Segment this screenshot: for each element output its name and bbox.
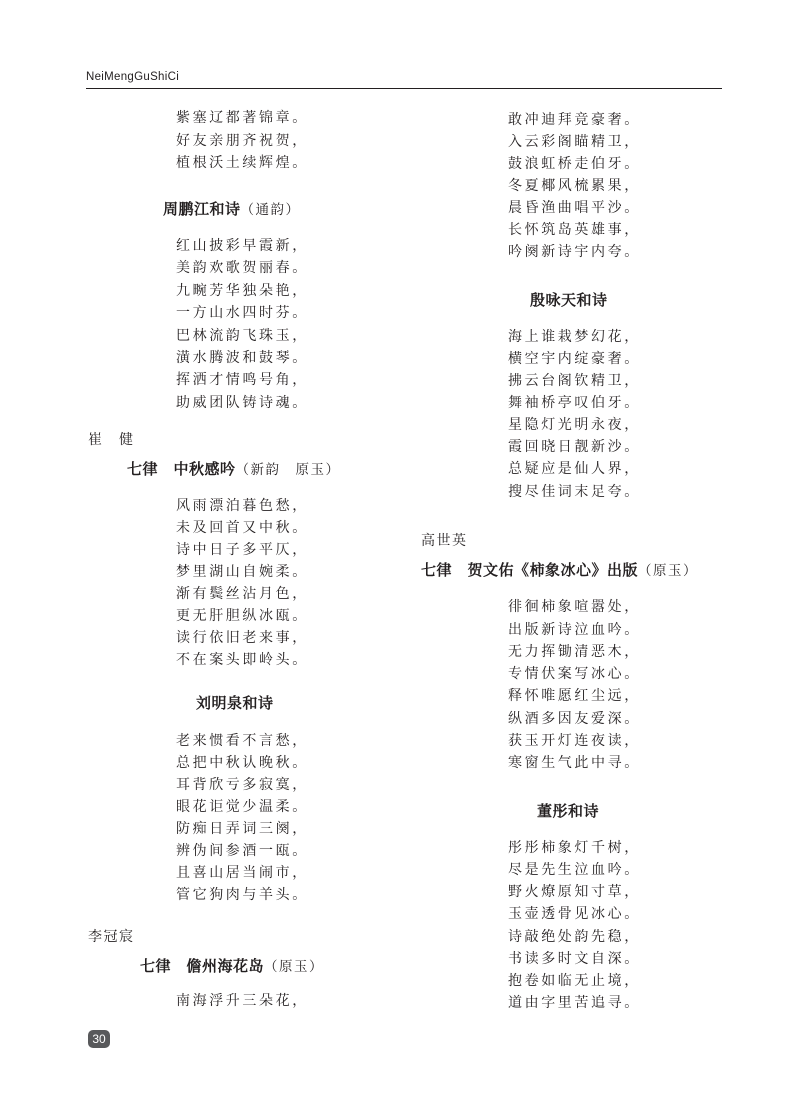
poem-line: 挥洒才情鸣号角， bbox=[176, 372, 309, 388]
poem-line: 横空宇内绽豪奢。 bbox=[508, 351, 641, 367]
poem-line: 南海浮升三朵花， bbox=[176, 993, 309, 1009]
poem-line: 眼花讵觉少温柔。 bbox=[176, 799, 309, 815]
poem-line: 未及回首又中秋。 bbox=[176, 520, 309, 536]
poem-line: 寒窗生气此中寻。 bbox=[508, 755, 641, 771]
poem-title: 七律 贺文佑《柿象冰心》出版 bbox=[421, 561, 639, 579]
running-header: NeiMengGuShiCi bbox=[86, 71, 180, 83]
poem-line: 拂云台阁钦精卫， bbox=[508, 373, 641, 389]
author-name: 崔 健 bbox=[88, 432, 135, 448]
poem-heading bbox=[127, 458, 341, 481]
poem-line: 晨昏渔曲唱平沙。 bbox=[508, 200, 641, 216]
poem-line: 海上谁栽梦幻花， bbox=[508, 329, 641, 345]
poem-title: 刘明泉和诗 bbox=[196, 694, 274, 712]
poem-heading bbox=[421, 559, 698, 582]
poem-heading bbox=[530, 289, 608, 311]
poem-line: 无力挥锄清恶木， bbox=[508, 644, 641, 660]
poem-heading bbox=[163, 198, 301, 221]
poem-line: 道由字里苦追寻。 bbox=[508, 995, 641, 1011]
poem-line: 植根沃土续辉煌。 bbox=[176, 155, 309, 171]
poem-line: 霞回晓日靓新沙。 bbox=[508, 439, 641, 455]
poem-heading bbox=[196, 692, 274, 714]
author-name: 李冠宸 bbox=[88, 929, 135, 945]
author-name: 高世英 bbox=[421, 533, 468, 549]
poem-heading bbox=[537, 800, 599, 822]
header-divider bbox=[86, 88, 722, 89]
poem-line: 搜尽佳词末足夸。 bbox=[508, 484, 641, 500]
poem-line: 吟阕新诗宇内夸。 bbox=[508, 244, 641, 260]
poem-line: 抱卷如临无止境， bbox=[508, 973, 641, 989]
poem-line: 辨伪间参酒一瓯。 bbox=[176, 843, 309, 859]
poem-line: 巴林流韵飞珠玉， bbox=[176, 328, 309, 344]
poem-line: 好友亲朋齐祝贺， bbox=[176, 133, 309, 149]
poem-line: 玉壶透骨见冰心。 bbox=[508, 906, 641, 922]
poem-line: 读行依旧老来事， bbox=[176, 630, 309, 646]
poem-title: 周鹏江和诗 bbox=[163, 200, 241, 218]
poem-line: 长怀筑岛英雄事， bbox=[508, 222, 641, 238]
page-number-badge: 30 bbox=[88, 1030, 110, 1048]
poem-line: 一方山水四时芬。 bbox=[176, 305, 309, 321]
poem-line: 专情伏案写冰心。 bbox=[508, 666, 641, 682]
poem-line: 管它狗肉与羊头。 bbox=[176, 887, 309, 903]
poem-line: 且喜山居当闹市， bbox=[176, 865, 309, 881]
poem-line: 渐有鬓丝沾月色， bbox=[176, 586, 309, 602]
poem-line: 紫塞辽都著锦章。 bbox=[176, 110, 309, 126]
poem-title: 七律 儋州海花岛 bbox=[140, 957, 265, 975]
poem-line: 红山披彩早霞新， bbox=[176, 238, 309, 254]
poem-line: 耳背欣亏多寂寞， bbox=[176, 777, 309, 793]
poem-line: 书读多时文自深。 bbox=[508, 951, 641, 967]
poem-line: 总把中秋认晚秋。 bbox=[176, 755, 309, 771]
poem-line: 出版新诗泣血吟。 bbox=[508, 622, 641, 638]
poem-note: （原玉） bbox=[264, 959, 325, 975]
poem-heading bbox=[140, 955, 324, 978]
poem-line: 星隐灯光明永夜， bbox=[508, 417, 641, 433]
poem-line: 不在案头即岭头。 bbox=[176, 652, 309, 668]
poem-line: 诗敲绝处韵先稳， bbox=[508, 929, 641, 945]
poem-line: 总疑应是仙人界， bbox=[508, 461, 641, 477]
poem-note: （原玉） bbox=[638, 563, 699, 579]
poem-line: 更无肝胆纵冰瓯。 bbox=[176, 608, 309, 624]
poem-line: 野火燎原知寸草， bbox=[508, 884, 641, 900]
poem-line: 入云彩阁瞄精卫， bbox=[508, 134, 641, 150]
poem-line: 助威团队铸诗魂。 bbox=[176, 395, 309, 411]
poem-line: 老来惯看不言愁， bbox=[176, 733, 309, 749]
poem-line: 舞袖桥亭叹伯牙。 bbox=[508, 395, 641, 411]
poem-line: 释怀唯愿红尘远， bbox=[508, 688, 641, 704]
poem-line: 风雨漂泊暮色愁， bbox=[176, 498, 309, 514]
poem-title: 殷咏天和诗 bbox=[530, 291, 608, 309]
poem-note: （新韵 原玉） bbox=[235, 462, 341, 478]
poem-line: 诗中日子多平仄， bbox=[176, 542, 309, 558]
poem-line: 彤彤柿象灯千树， bbox=[508, 840, 641, 856]
poem-line: 防痴日弄词三阕， bbox=[176, 821, 309, 837]
poem-line: 美韵欢歌贺丽春。 bbox=[176, 260, 309, 276]
poem-note: （通韵） bbox=[240, 202, 301, 218]
poem-line: 尽是先生泣血吟。 bbox=[508, 862, 641, 878]
poem-title: 董彤和诗 bbox=[537, 802, 600, 820]
poem-line: 纵酒多因友爱深。 bbox=[508, 711, 641, 727]
poem-line: 鼓浪虹桥走伯牙。 bbox=[508, 156, 641, 172]
poem-line: 冬夏椰风梳累果， bbox=[508, 178, 641, 194]
poem-line: 徘徊柿象喧嚣处， bbox=[508, 599, 641, 615]
poem-line: 潢水腾波和鼓琴。 bbox=[176, 350, 309, 366]
poem-line: 获玉开灯连夜读， bbox=[508, 733, 641, 749]
poem-title: 七律 中秋感吟 bbox=[127, 460, 236, 478]
poem-line: 九畹芳华独朵艳， bbox=[176, 283, 309, 299]
poem-line: 梦里湖山自婉柔。 bbox=[176, 564, 309, 580]
poem-line: 敢冲迪拜竞豪奢。 bbox=[508, 112, 641, 128]
